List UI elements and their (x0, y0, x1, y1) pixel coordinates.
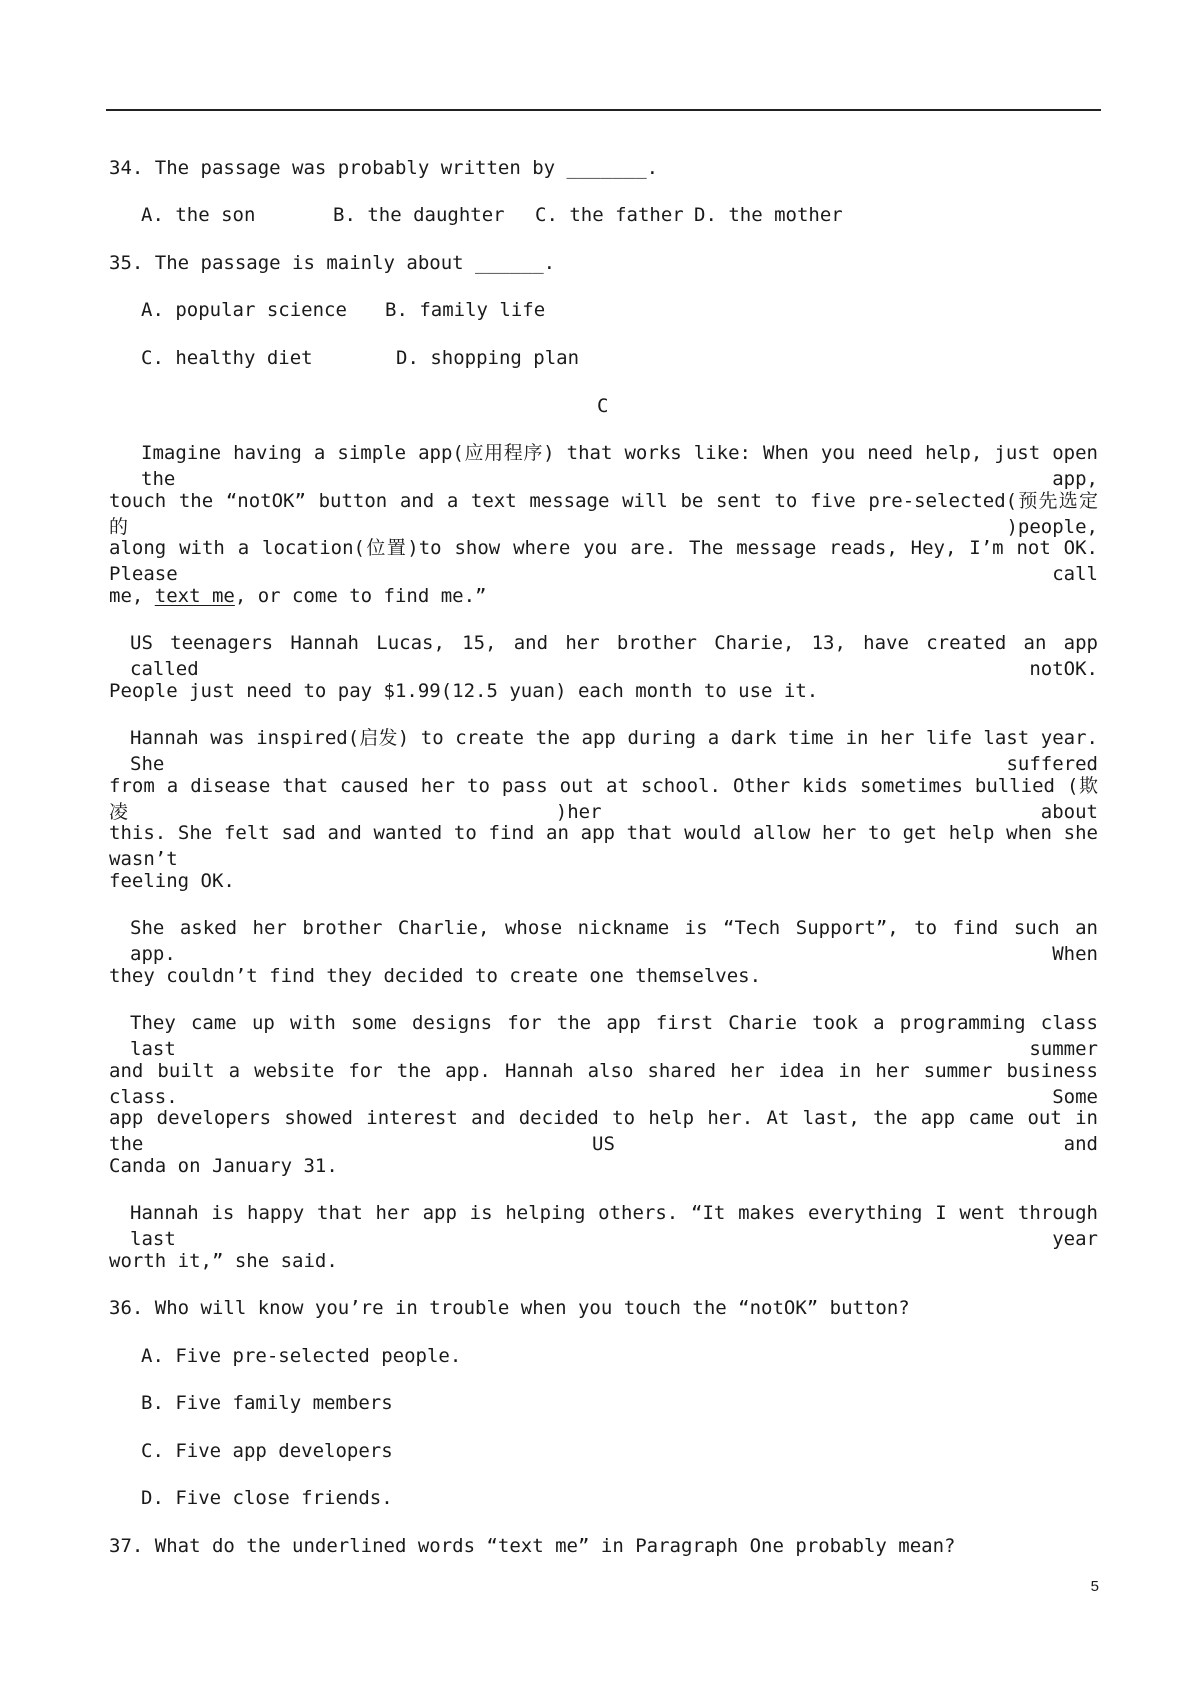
q36-option-b: B. Five family members (141, 1392, 393, 1414)
passage-line: Canda on January 31. (109, 1155, 338, 1177)
underlined-text-me: text me (154, 585, 235, 607)
passage-line: worth it,” she said. (109, 1250, 338, 1272)
q34-stem: 34. The passage was probably written by _______. (109, 157, 659, 179)
passage-text: , or come to find me.” (234, 585, 487, 607)
q35-option-b: B. family life (385, 299, 546, 321)
passage-line: They came up with some designs for the app first Charie took a programming class last summer (130, 1012, 1098, 1060)
passage-line: this. She felt sad and wanted to find an app that would allow her to get help when she wasn’t (109, 822, 1098, 870)
q35-option-d: D. shopping plan (396, 347, 580, 369)
q35-option-a: A. popular science (141, 299, 347, 321)
passage-line (109, 583, 487, 609)
passage-line: Imagine having a simple app(应用程序) that works like: When you need help, just open the app, (141, 442, 1098, 490)
passage-line: along with a location(位置)to show where you are. The message reads, Hey, I’m not OK. Please call (109, 537, 1098, 585)
q35-option-c: C. healthy diet (141, 347, 313, 369)
q34-option-a: A. the son (141, 204, 256, 226)
q36-option-d: D. Five close friends. (141, 1487, 393, 1509)
q34-option-c: C. the father (535, 204, 684, 226)
header-rule (106, 109, 1101, 111)
q34-option-b: B. the daughter (333, 204, 505, 226)
q35-stem: 35. The passage is mainly about ______. (109, 252, 556, 274)
q34-option-d: D. the mother (694, 204, 843, 226)
q36-stem: 36. Who will know you’re in trouble when you touch the “notOK” button? (109, 1297, 910, 1319)
passage-text: me, (109, 585, 155, 607)
passage-line: from a disease that caused her to pass out at school. Other kids sometimes bullied (欺凌)her about (109, 775, 1098, 823)
q37-stem: 37. What do the underlined words “text me” in Paragraph One probably mean? (109, 1535, 956, 1557)
passage-line: She asked her brother Charlie, whose nickname is “Tech Support”, to find such an app. When (130, 917, 1098, 965)
passage-line: feeling OK. (109, 870, 235, 892)
passage-line: they couldn’t find they decided to create one themselves. (109, 965, 762, 987)
section-label: C (597, 395, 609, 417)
passage-line: app developers showed interest and decided to help her. At last, the app came out in the US and (109, 1107, 1098, 1155)
page-number: 5 (1090, 1578, 1099, 1595)
passage-line: and built a website for the app. Hannah also shared her idea in her summer business class. Some (109, 1060, 1098, 1108)
passage-line: touch the “notOK” button and a text message will be sent to five pre-selected(预先选定的)people, (109, 490, 1098, 538)
passage-line: US teenagers Hannah Lucas, 15, and her brother Charie, 13, have created an app called notOK. (130, 632, 1098, 680)
q36-option-a: A. Five pre-selected people. (141, 1345, 462, 1367)
q36-option-c: C. Five app developers (141, 1440, 393, 1462)
passage-line: People just need to pay $1.99(12.5 yuan) each month to use it. (109, 680, 819, 702)
passage-line: Hannah was inspired(启发) to create the app during a dark time in her life last year. She suffered (130, 727, 1098, 775)
passage-line: Hannah is happy that her app is helping others. “It makes everything I went through last year (130, 1202, 1098, 1250)
